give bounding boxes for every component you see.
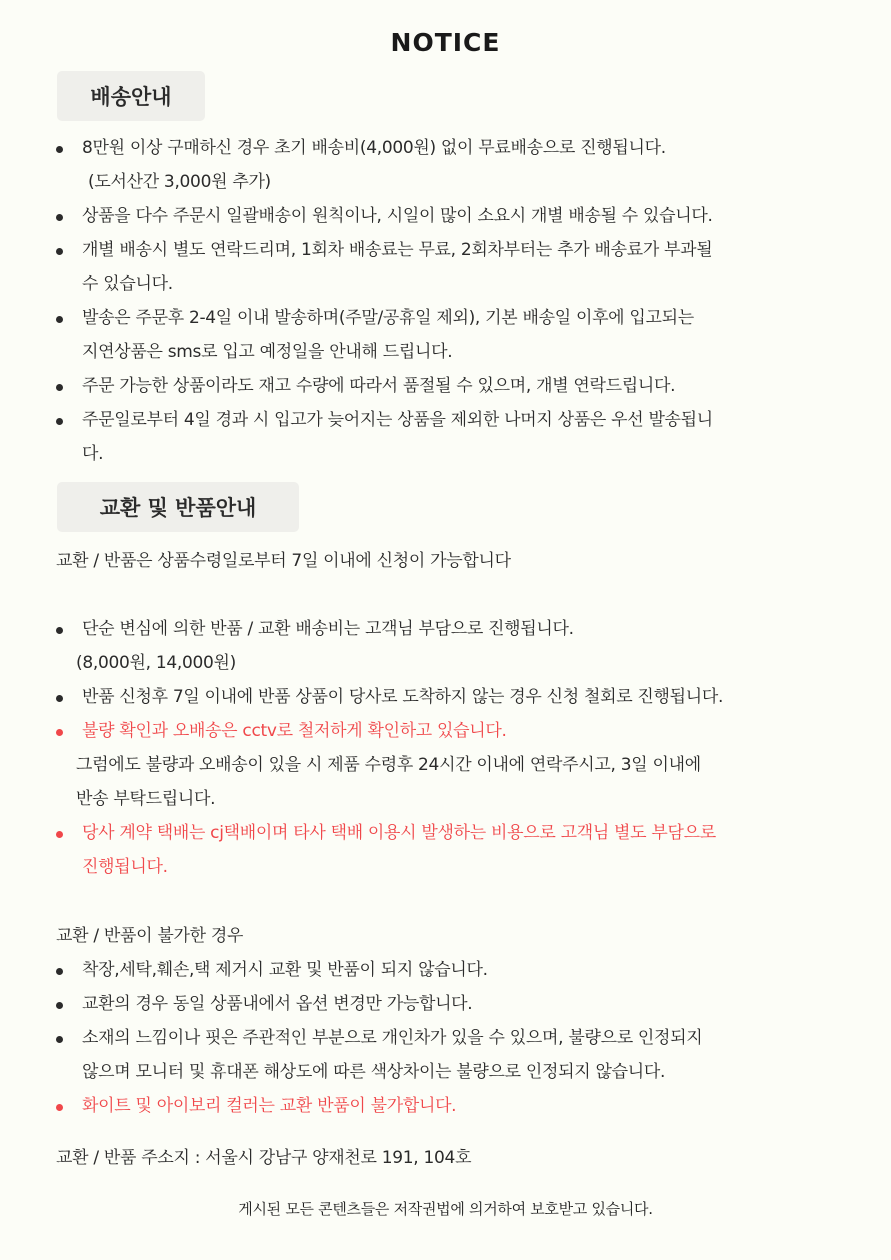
shipping-heading: 배송안내 — [90, 85, 172, 109]
list-item-cont: 지연상품은 sms로 입고 예정일을 안내해 드립니다. — [82, 342, 453, 362]
list-item-text: 주문 가능한 상품이라도 재고 수량에 따라서 품절될 수 있으며, 개별 연락드립니다. — [82, 376, 676, 396]
list-item-cont2: 반송 부탁드립니다. — [76, 789, 216, 809]
exchange-heading: 교환 및 반품안내 — [99, 496, 257, 520]
list-item — [56, 953, 856, 987]
bullet-icon — [56, 418, 63, 425]
list-item-cont: 않으며 모니터 및 휴대폰 해상도에 따른 색상차이는 불량으로 인정되지 않습니다. — [82, 1062, 666, 1082]
list-item — [56, 301, 856, 369]
exchange-intro: 교환 / 반품은 상품수령일로부터 7일 이내에 신청이 가능합니다 — [56, 551, 511, 571]
list-item — [56, 1021, 856, 1089]
list-item-text: 교환의 경우 동일 상품내에서 옵션 변경만 가능합니다. — [82, 994, 473, 1014]
bullet-icon — [56, 729, 63, 736]
list-item-text: 당사 계약 택배는 cj택배이며 타사 택배 이용시 발생하는 비용으로 고객님 별도 부담으로 — [82, 823, 716, 843]
bullet-icon — [56, 146, 63, 153]
list-item — [56, 403, 856, 471]
list-item-text: 화이트 및 아이보리 컬러는 교환 반품이 불가합니다. — [82, 1096, 457, 1116]
bullet-icon — [56, 695, 63, 702]
list-item-text: 불량 확인과 오배송은 cctv로 철저하게 확인하고 있습니다. — [82, 721, 507, 741]
list-item — [56, 369, 856, 403]
shipping-list — [56, 131, 856, 471]
bullet-icon — [56, 214, 63, 221]
list-item — [56, 131, 856, 199]
list-item-warning — [56, 1089, 856, 1123]
list-item-cont: 진행됩니다. — [82, 857, 168, 877]
list-item-cont: 그럼에도 불량과 오배송이 있을 시 제품 수령후 24시간 이내에 연락주시고, 3일 이내에 — [76, 755, 701, 775]
list-item-warning — [56, 714, 856, 748]
list-item-text: 반품 신청후 7일 이내에 반품 상품이 당사로 도착하지 않는 경우 신청 철회로 진행됩니다. — [82, 687, 724, 707]
list-item-warning — [56, 816, 856, 884]
bullet-icon — [56, 1104, 63, 1111]
list-item — [56, 199, 856, 233]
list-item-cont: 다. — [82, 444, 104, 464]
bullet-icon — [56, 627, 63, 634]
bullet-icon — [56, 248, 63, 255]
bullet-icon — [56, 968, 63, 975]
list-item — [56, 987, 856, 1021]
exchange-heading-box — [57, 482, 299, 532]
list-item — [56, 680, 856, 714]
list-item — [56, 233, 856, 301]
exchange-list — [56, 612, 856, 884]
list-item-text: 8만원 이상 구매하신 경우 초기 배송비(4,000원) 없이 무료배송으로 진행됩니다. — [82, 138, 666, 158]
list-item-text: 소재의 느낌이나 핏은 주관적인 부분으로 개인차가 있을 수 있으며, 불량으로 인정되지 — [82, 1028, 703, 1048]
list-item-text: 단순 변심에 의한 반품 / 교환 배송비는 고객님 부담으로 진행됩니다. — [82, 619, 574, 639]
impossible-list — [56, 953, 856, 1123]
bullet-icon — [56, 316, 63, 323]
return-address: 교환 / 반품 주소지 : 서울시 강남구 양재천로 191, 104호 — [56, 1148, 472, 1168]
copyright-notice: 게시된 모든 콘텐츠들은 저작권법에 의거하여 보호받고 있습니다. — [238, 1200, 653, 1218]
list-item-cont: (도서산간 3,000원 추가) — [88, 172, 271, 192]
list-item-text: 상품을 다수 주문시 일괄배송이 원칙이나, 시일이 많이 소요시 개별 배송될 수 있습니다. — [82, 206, 713, 226]
bullet-icon — [56, 1002, 63, 1009]
list-item — [56, 612, 856, 680]
list-item-text: 발송은 주문후 2-4일 이내 발송하며(주말/공휴일 제외), 기본 배송일 이후에 입고되는 — [82, 308, 694, 328]
list-item-cont: 수 있습니다. — [82, 274, 173, 294]
page-title: NOTICE — [390, 28, 501, 57]
list-item-text: 개별 배송시 별도 연락드리며, 1회차 배송료는 무료, 2회차부터는 추가 배송료가 부과될 — [82, 240, 713, 260]
list-item-text: 주문일로부터 4일 경과 시 입고가 늦어지는 상품을 제외한 나머지 상품은 우선 발송됩니 — [82, 410, 713, 430]
shipping-heading-box — [57, 71, 205, 121]
list-item-continuation — [56, 748, 856, 816]
list-item-cont: (8,000원, 14,000원) — [76, 653, 236, 673]
bullet-icon — [56, 831, 63, 838]
list-item-text: 착장,세탁,훼손,택 제거시 교환 및 반품이 되지 않습니다. — [82, 960, 488, 980]
bullet-icon — [56, 1036, 63, 1043]
bullet-icon — [56, 384, 63, 391]
impossible-heading: 교환 / 반품이 불가한 경우 — [56, 926, 244, 946]
